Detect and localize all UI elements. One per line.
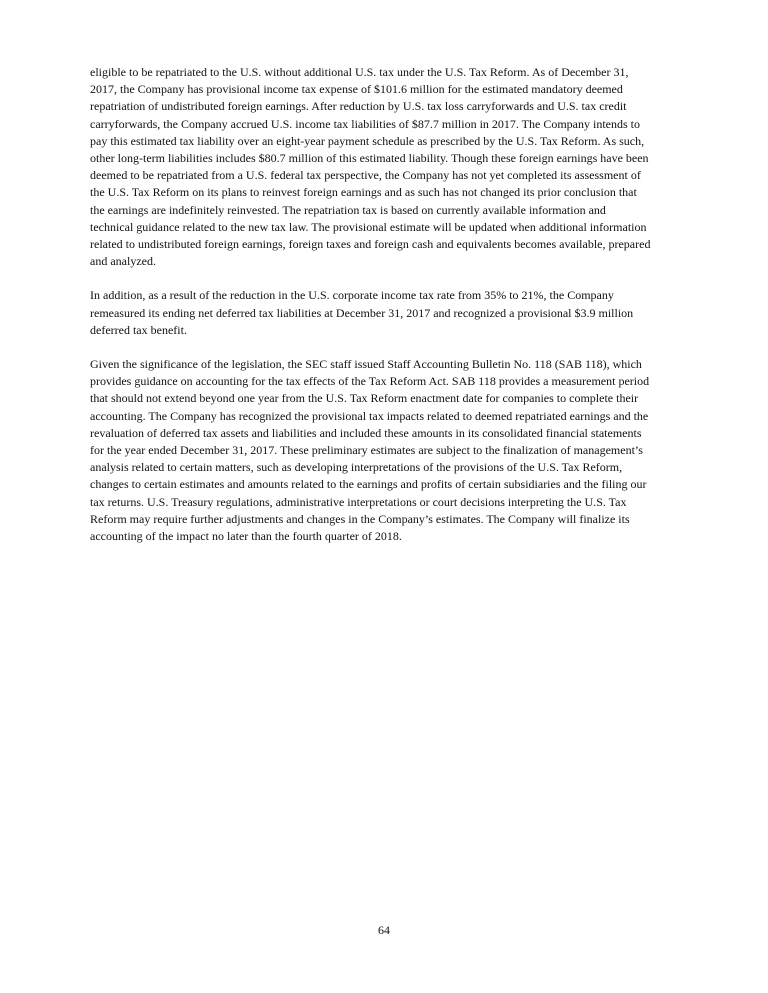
text-line: deemed to be repatriated from a U.S. federal tax perspective, the Company has not yet completed its assessment of bbox=[90, 168, 641, 183]
text-line: and analyzed. bbox=[90, 254, 156, 269]
text-line: pay this estimated tax liability over an eight-year payment schedule as prescribed by the U.S. Tax Reform. As such, bbox=[90, 133, 645, 148]
text-line: for the year ended December 31, 2017. These preliminary estimates are subject to the finalization of management’s bbox=[90, 443, 643, 458]
paragraph-tax-rate-reduction bbox=[90, 287, 686, 339]
paragraph-sab-118 bbox=[90, 356, 686, 545]
page-number: 64 bbox=[378, 923, 390, 937]
text-line: revaluation of deferred tax assets and liabilities and included these amounts in its consolidated financial statements bbox=[90, 425, 642, 440]
text-line: eligible to be repatriated to the U.S. without additional U.S. tax under the U.S. Tax Reform. As of December 31, bbox=[90, 65, 629, 79]
text-line: 2017, the Company has provisional income tax expense of $101.6 million for the estimated mandatory deemed bbox=[90, 82, 623, 97]
paragraph-repatriation-tax bbox=[90, 64, 686, 270]
text-line: Reform may require further adjustments and changes in the Company’s estimates. The Company will finalize its bbox=[90, 511, 630, 526]
text-line: technical guidance related to the new tax law. The provisional estimate will be updated when additional information bbox=[90, 219, 647, 234]
text-line: carryforwards, the Company accrued U.S. income tax liabilities of $87.7 million in 2017. The Company intends to bbox=[90, 116, 641, 131]
text-line: that should not extend beyond one year from the U.S. Tax Reform enactment date for companies to complete their bbox=[90, 391, 639, 406]
text-line: In addition, as a result of the reduction in the U.S. corporate income tax rate from 35% to 21%, the Company bbox=[90, 288, 614, 303]
text-line: changes to certain estimates and amounts related to the earnings and profits of certain subsidiaries and the filing our bbox=[90, 477, 647, 492]
text-line: accounting of the impact no later than the fourth quarter of 2018. bbox=[90, 529, 402, 544]
text-line: related to undistributed foreign earnings, foreign taxes and foreign cash and equivalents becomes available, prepared bbox=[90, 237, 651, 252]
text-line: tax returns. U.S. Treasury regulations, administrative interpretations or court decisions interpreting the U.S. Tax bbox=[90, 494, 627, 509]
text-line: the U.S. Tax Reform on its plans to reinvest foreign earnings and as such has not changed its prior conclusion that bbox=[90, 185, 637, 200]
text-line: deferred tax benefit. bbox=[90, 322, 187, 337]
text-line: remeasured its ending net deferred tax liabilities at December 31, 2017 and recognized a provisional $3.9 million bbox=[90, 305, 634, 320]
text-line: analysis related to certain matters, such as developing interpretations of the provisions of the U.S. Tax Reform, bbox=[90, 460, 623, 475]
document-body bbox=[90, 64, 686, 562]
text-line: Given the significance of the legislation, the SEC staff issued Staff Accounting Bulletin No. 118 (SAB 118), which bbox=[90, 357, 642, 372]
text-line: accounting. The Company has recognized the provisional tax impacts related to deemed repatriated earnings and the bbox=[90, 408, 649, 423]
text-line: other long-term liabilities includes $80.7 million of this estimated liability. Though these foreign earnings have been bbox=[90, 151, 649, 166]
text-line: the earnings are indefinitely reinvested. The repatriation tax is based on currently available information and bbox=[90, 202, 606, 217]
text-line: repatriation of undistributed foreign earnings. After reduction by U.S. tax loss carryforwards and U.S. tax credit bbox=[90, 99, 627, 114]
text-line: provides guidance on accounting for the tax effects of the Tax Reform Act. SAB 118 provides a measurement period bbox=[90, 374, 650, 389]
